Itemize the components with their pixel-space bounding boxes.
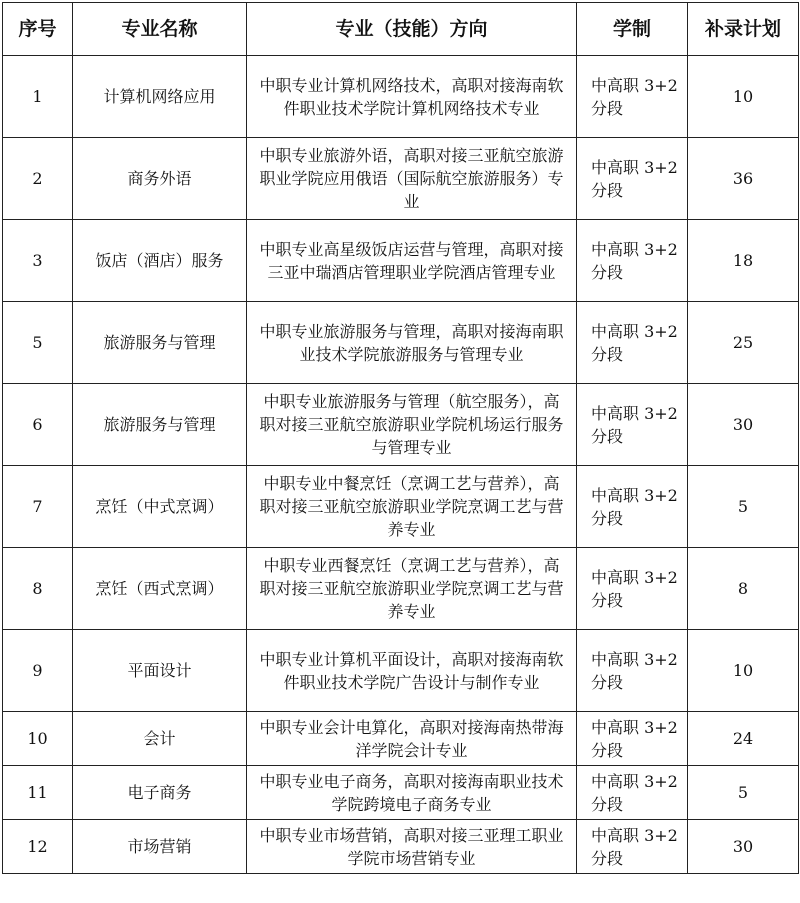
header-direction: 专业（技能）方向	[247, 3, 577, 56]
cell-major: 旅游服务与管理	[73, 302, 247, 384]
cell-no: 12	[3, 820, 73, 874]
cell-direction: 中职专业市场营销，高职对接三亚理工职业学院市场营销专业	[247, 820, 577, 874]
cell-no: 6	[3, 384, 73, 466]
cell-system: 中高职 3+2 分段	[577, 138, 688, 220]
cell-plan: 5	[688, 466, 799, 548]
cell-system: 中高职 3+2 分段	[577, 384, 688, 466]
cell-no: 8	[3, 548, 73, 630]
cell-major: 平面设计	[73, 630, 247, 712]
table-row	[3, 548, 799, 630]
cell-direction: 中职专业旅游服务与管理，高职对接海南职业技术学院旅游服务与管理专业	[247, 302, 577, 384]
cell-plan: 24	[688, 712, 799, 766]
header-no: 序号	[3, 3, 73, 56]
table-row	[3, 466, 799, 548]
cell-system: 中高职 3+2 分段	[577, 302, 688, 384]
cell-major: 市场营销	[73, 820, 247, 874]
cell-plan: 30	[688, 384, 799, 466]
cell-direction: 中职专业会计电算化，高职对接海南热带海洋学院会计专业	[247, 712, 577, 766]
cell-system: 中高职 3+2 分段	[577, 56, 688, 138]
cell-plan: 8	[688, 548, 799, 630]
cell-no: 1	[3, 56, 73, 138]
table-row	[3, 384, 799, 466]
cell-plan: 25	[688, 302, 799, 384]
table-row	[3, 56, 799, 138]
cell-major: 烹饪（西式烹调）	[73, 548, 247, 630]
cell-plan: 36	[688, 138, 799, 220]
cell-direction: 中职专业计算机平面设计，高职对接海南软件职业技术学院广告设计与制作专业	[247, 630, 577, 712]
cell-major: 旅游服务与管理	[73, 384, 247, 466]
table-row	[3, 766, 799, 820]
cell-direction: 中职专业电子商务，高职对接海南职业技术学院跨境电子商务专业	[247, 766, 577, 820]
table-row	[3, 220, 799, 302]
cell-no: 11	[3, 766, 73, 820]
cell-major: 计算机网络应用	[73, 56, 247, 138]
cell-major: 商务外语	[73, 138, 247, 220]
cell-major: 会计	[73, 712, 247, 766]
header-system: 学制	[577, 3, 688, 56]
cell-plan: 18	[688, 220, 799, 302]
cell-no: 3	[3, 220, 73, 302]
cell-no: 9	[3, 630, 73, 712]
cell-direction: 中职专业旅游外语，高职对接三亚航空旅游职业学院应用俄语（国际航空旅游服务）专业	[247, 138, 577, 220]
cell-major: 电子商务	[73, 766, 247, 820]
cell-direction: 中职专业高星级饭店运营与管理，高职对接三亚中瑞酒店管理职业学院酒店管理专业	[247, 220, 577, 302]
cell-plan: 30	[688, 820, 799, 874]
cell-system: 中高职 3+2 分段	[577, 766, 688, 820]
cell-no: 10	[3, 712, 73, 766]
cell-direction: 中职专业西餐烹饪（烹调工艺与营养），高职对接三亚航空旅游职业学院烹调工艺与营养专业	[247, 548, 577, 630]
cell-major: 烹饪（中式烹调）	[73, 466, 247, 548]
cell-plan: 5	[688, 766, 799, 820]
cell-plan: 10	[688, 56, 799, 138]
cell-system: 中高职 3+2 分段	[577, 548, 688, 630]
cell-direction: 中职专业中餐烹饪（烹调工艺与营养），高职对接三亚航空旅游职业学院烹调工艺与营养专业	[247, 466, 577, 548]
cell-plan: 10	[688, 630, 799, 712]
cell-system: 中高职 3+2 分段	[577, 630, 688, 712]
cell-no: 2	[3, 138, 73, 220]
header-major: 专业名称	[73, 3, 247, 56]
cell-major: 饭店（酒店）服务	[73, 220, 247, 302]
cell-direction: 中职专业计算机网络技术，高职对接海南软件职业技术学院计算机网络技术专业	[247, 56, 577, 138]
cell-system: 中高职 3+2 分段	[577, 820, 688, 874]
table-row	[3, 820, 799, 874]
header-plan: 补录计划	[688, 3, 799, 56]
cell-direction: 中职专业旅游服务与管理（航空服务），高职对接三亚航空旅游职业学院机场运行服务与管理专业	[247, 384, 577, 466]
cell-system: 中高职 3+2 分段	[577, 712, 688, 766]
cell-system: 中高职 3+2 分段	[577, 466, 688, 548]
table-row	[3, 630, 799, 712]
cell-no: 5	[3, 302, 73, 384]
enrollment-table	[2, 2, 799, 874]
table-row	[3, 712, 799, 766]
table-header-row	[3, 3, 799, 56]
table-row	[3, 302, 799, 384]
cell-system: 中高职 3+2 分段	[577, 220, 688, 302]
table-row	[3, 138, 799, 220]
cell-no: 7	[3, 466, 73, 548]
